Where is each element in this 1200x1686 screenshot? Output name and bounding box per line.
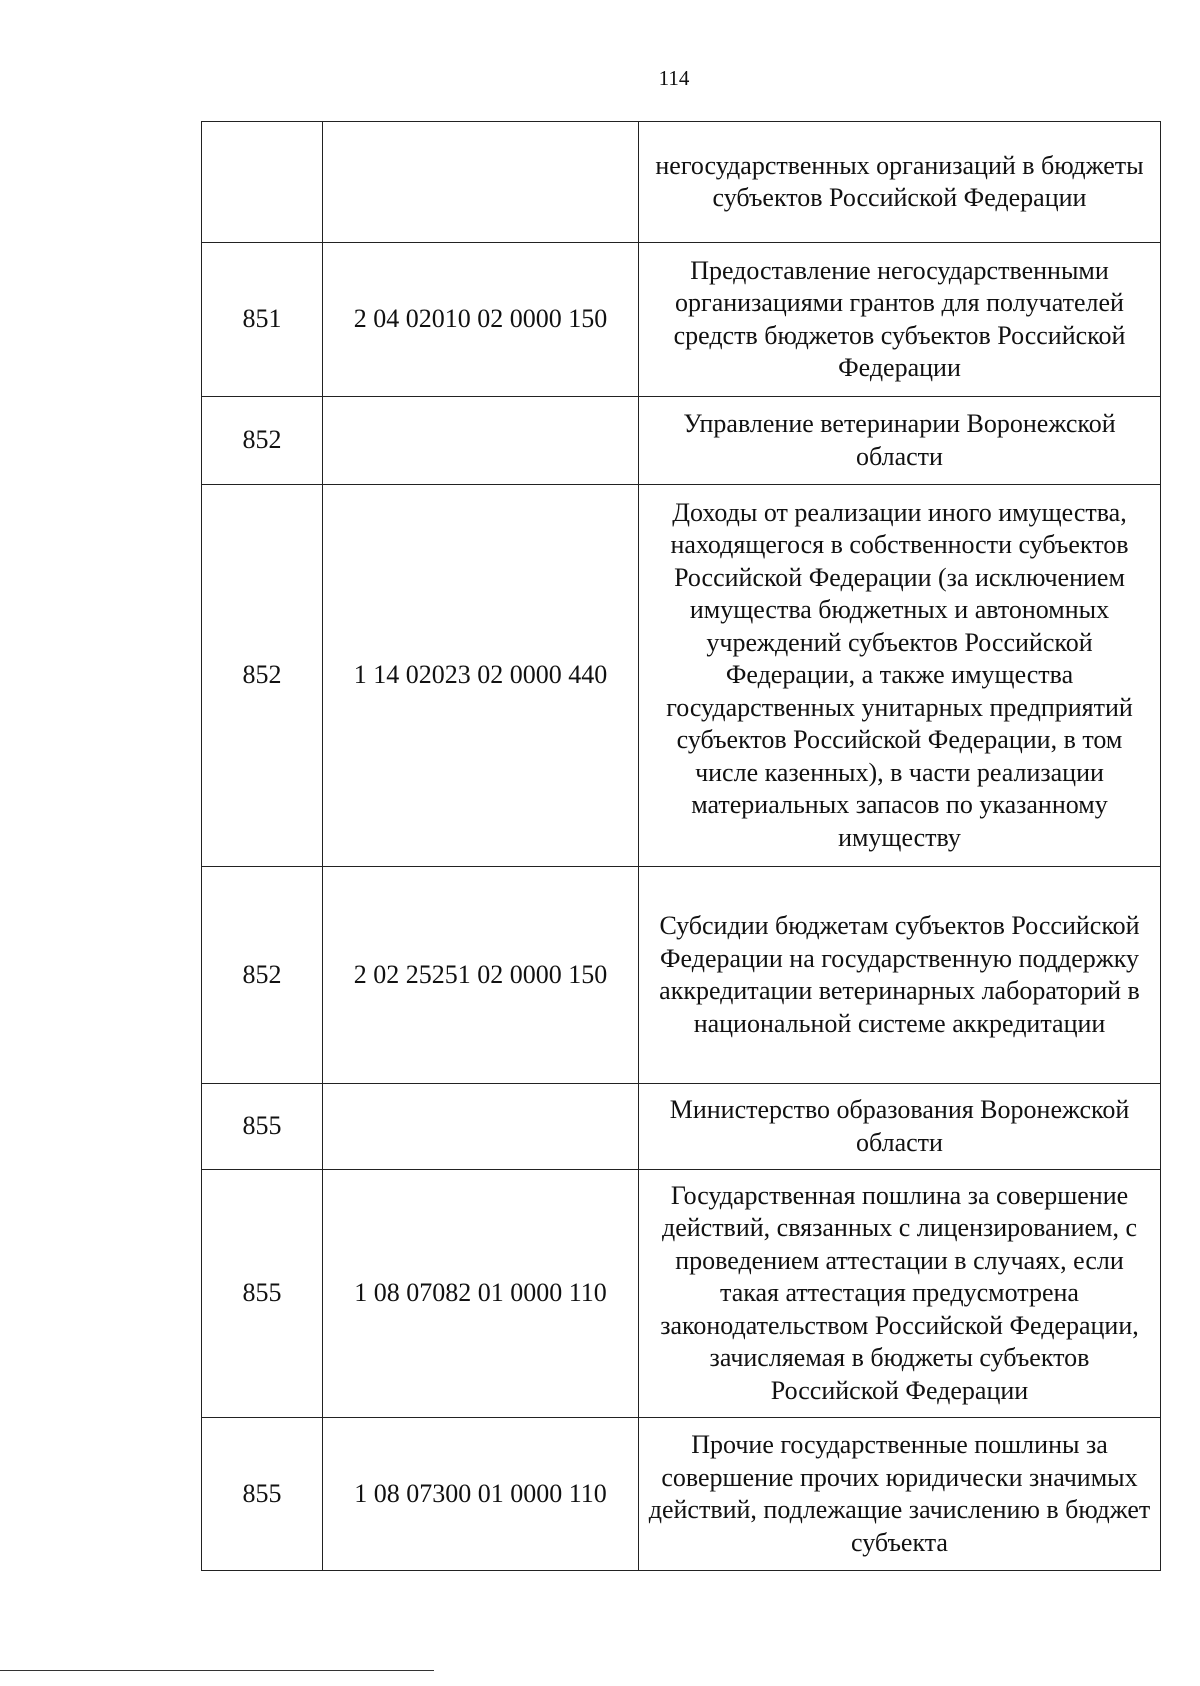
- table-row: [202, 122, 1161, 243]
- income-name-cell: Управление ветеринарии Воронежской области: [639, 397, 1161, 485]
- table-row: [202, 243, 1161, 397]
- admin-code-cell: 851: [202, 243, 323, 397]
- income-code-cell: [323, 122, 639, 243]
- income-code-cell: 2 04 02010 02 0000 150: [323, 243, 639, 397]
- admin-code-cell: 852: [202, 397, 323, 485]
- table-row: [202, 867, 1161, 1084]
- page-bottom-rule: [0, 1670, 434, 1671]
- table-row: [202, 1418, 1161, 1571]
- income-name-cell: Субсидии бюджетам субъектов Российской Федерации на государственную поддержку аккредитации ветеринарных лабораторий в национальной системе аккредитации: [639, 867, 1161, 1084]
- income-code-cell: 2 02 25251 02 0000 150: [323, 867, 639, 1084]
- table-row: [202, 1170, 1161, 1418]
- page-number: 114: [658, 66, 690, 90]
- income-codes-table: [201, 121, 1161, 1571]
- admin-code-cell: 855: [202, 1418, 323, 1571]
- income-name-cell: Государственная пошлина за совершение действий, связанных с лицензированием, с проведением аттестации в случаях, если такая аттестация предусмотрена законодательством Российской Федерации, зачисляемая в бюджеты субъектов Российской Федерации: [639, 1170, 1161, 1418]
- income-code-cell: [323, 1084, 639, 1170]
- income-name-cell: Доходы от реализации иного имущества, находящегося в собственности субъектов Российской Федерации (за исключением имущества бюджетных и автономных учреждений субъектов Российской Федерации, а также имущества государственных унитарных предприятий субъектов Российской Федерации, в том числе казенных), в части реализации материальных запасов по указанному имуществу: [639, 485, 1161, 867]
- table-row: [202, 485, 1161, 867]
- income-code-cell: [323, 397, 639, 485]
- income-name-cell: Прочие государственные пошлины за совершение прочих юридически значимых действий, подлежащие зачислению в бюджет субъекта: [639, 1418, 1161, 1571]
- table-row: [202, 397, 1161, 485]
- admin-code-cell: 855: [202, 1170, 323, 1418]
- income-name-cell: Предоставление негосударственными организациями грантов для получателей средств бюджетов субъектов Российской Федерации: [639, 243, 1161, 397]
- admin-code-cell: 852: [202, 485, 323, 867]
- admin-code-cell: 852: [202, 867, 323, 1084]
- income-code-cell: 1 14 02023 02 0000 440: [323, 485, 639, 867]
- income-code-cell: 1 08 07082 01 0000 110: [323, 1170, 639, 1418]
- admin-code-cell: [202, 122, 323, 243]
- income-name-cell: негосударственных организаций в бюджеты субъектов Российской Федерации: [639, 122, 1161, 243]
- income-name-cell: Министерство образования Воронежской области: [639, 1084, 1161, 1170]
- income-code-cell: 1 08 07300 01 0000 110: [323, 1418, 639, 1571]
- table-row: [202, 1084, 1161, 1170]
- admin-code-cell: 855: [202, 1084, 323, 1170]
